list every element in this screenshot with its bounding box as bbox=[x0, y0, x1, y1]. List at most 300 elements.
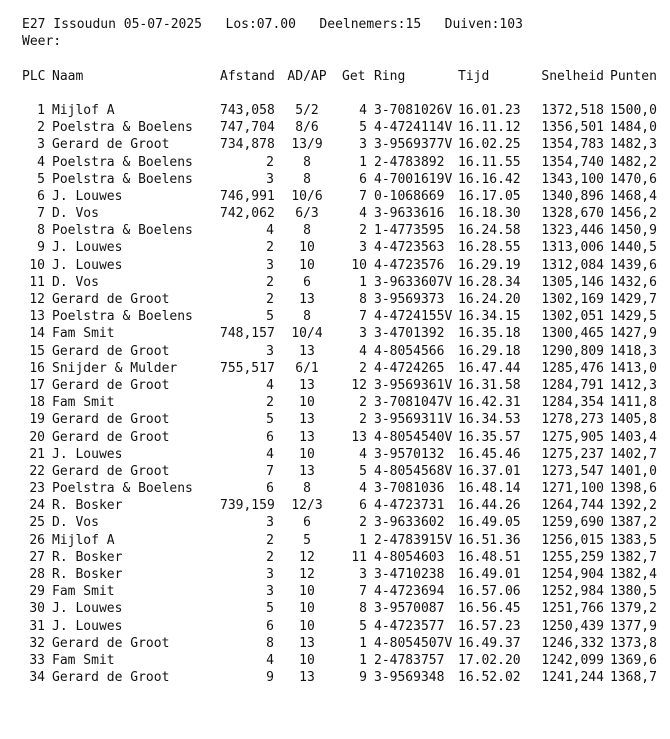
cell-get: 2 bbox=[359, 395, 367, 411]
cell-punten: 1383,5 bbox=[610, 532, 657, 548]
cell-adap: 13 bbox=[299, 670, 315, 686]
cell-plc: 5 bbox=[37, 171, 45, 187]
cell-punten: 1500,0 bbox=[610, 102, 657, 118]
table-row bbox=[22, 652, 670, 669]
cell-naam: R. Bosker bbox=[52, 498, 123, 514]
cell-adap: 10 bbox=[299, 395, 315, 411]
cell-get: 11 bbox=[351, 549, 367, 565]
cell-afstand: 742,062 bbox=[220, 206, 275, 222]
cell-naam: Gerard de Groot bbox=[52, 463, 170, 479]
col-header-snelheid: Snelheid bbox=[541, 68, 604, 84]
cell-plc: 4 bbox=[37, 154, 45, 170]
cell-adap: 10/6 bbox=[291, 188, 323, 204]
cell-snelheid: 1300,465 bbox=[541, 326, 604, 342]
cell-naam: Poelstra & Boelens bbox=[52, 154, 193, 170]
cell-get: 2 bbox=[359, 412, 367, 428]
cell-plc: 26 bbox=[29, 532, 45, 548]
cell-punten: 1377,9 bbox=[610, 618, 657, 634]
cell-snelheid: 1250,439 bbox=[541, 618, 604, 634]
cell-tijd: 16.51.36 bbox=[458, 532, 521, 548]
cell-ring: 3-9570087 bbox=[374, 601, 445, 617]
cell-plc: 14 bbox=[29, 326, 45, 342]
table-row bbox=[22, 635, 670, 652]
cell-plc: 24 bbox=[29, 498, 45, 514]
cell-punten: 1405,8 bbox=[610, 412, 657, 428]
cell-adap: 10 bbox=[299, 240, 315, 256]
cell-punten: 1427,9 bbox=[610, 326, 657, 342]
cell-plc: 34 bbox=[29, 670, 45, 686]
cell-snelheid: 1285,476 bbox=[541, 360, 604, 376]
table-row bbox=[22, 119, 670, 136]
cell-punten: 1470,6 bbox=[610, 171, 657, 187]
cell-naam: R. Bosker bbox=[52, 567, 123, 582]
cell-ring: 2-4783757 bbox=[374, 652, 445, 668]
cell-get: 12 bbox=[351, 377, 367, 393]
cell-naam: Gerard de Groot bbox=[52, 377, 170, 393]
col-header-ring: Ring bbox=[374, 68, 406, 84]
cell-ring: 3-4701392 bbox=[374, 326, 445, 342]
spacer bbox=[22, 50, 670, 67]
table-row bbox=[22, 102, 670, 119]
cell-afstand: 3 bbox=[266, 567, 274, 582]
cell-tijd: 16.45.46 bbox=[458, 446, 521, 462]
cell-afstand: 3 bbox=[266, 257, 274, 273]
cell-tijd: 16.24.20 bbox=[458, 292, 521, 307]
cell-afstand: 739,159 bbox=[220, 498, 275, 514]
cell-afstand: 2 bbox=[266, 292, 274, 307]
cell-punten: 1392,2 bbox=[610, 498, 657, 514]
cell-ring: 4-4724265 bbox=[374, 360, 445, 376]
cell-punten: 1482,2 bbox=[610, 154, 657, 170]
cell-snelheid: 1354,740 bbox=[541, 154, 604, 170]
cell-naam: Fam Smit bbox=[52, 395, 115, 411]
cell-naam: Fam Smit bbox=[52, 326, 115, 342]
table-row bbox=[22, 514, 670, 531]
cell-ring: 3-9633616 bbox=[374, 206, 445, 222]
cell-afstand: 2 bbox=[266, 395, 274, 411]
cell-tijd: 16.57.06 bbox=[458, 584, 521, 600]
cell-naam: D. Vos bbox=[52, 515, 99, 531]
cell-punten: 1411,8 bbox=[610, 395, 657, 411]
cell-punten: 1450,9 bbox=[610, 223, 657, 239]
cell-snelheid: 1254,904 bbox=[541, 567, 604, 582]
cell-ring: 3-9633602 bbox=[374, 515, 445, 531]
cell-ring: 3-9569373 bbox=[374, 292, 445, 307]
cell-naam: Gerard de Groot bbox=[52, 635, 170, 651]
cell-adap: 6 bbox=[303, 515, 311, 531]
cell-get: 9 bbox=[359, 670, 367, 686]
cell-naam: Gerard de Groot bbox=[52, 292, 170, 307]
cell-ring: 4-4724155V bbox=[374, 309, 453, 325]
cell-punten: 1379,2 bbox=[610, 601, 657, 617]
cell-naam: Gerard de Groot bbox=[52, 343, 170, 359]
cell-afstand: 4 bbox=[266, 446, 274, 462]
spacer bbox=[22, 85, 670, 102]
cell-snelheid: 1312,084 bbox=[541, 257, 604, 273]
cell-afstand: 2 bbox=[266, 240, 274, 256]
table-row bbox=[22, 618, 670, 635]
cell-adap: 12/3 bbox=[291, 498, 323, 514]
cell-plc: 16 bbox=[29, 360, 45, 376]
cell-ring: 4-4723576 bbox=[374, 257, 445, 273]
cell-snelheid: 1340,896 bbox=[541, 188, 604, 204]
cell-get: 1 bbox=[359, 652, 367, 668]
cell-snelheid: 1256,015 bbox=[541, 532, 604, 548]
cell-tijd: 16.44.26 bbox=[458, 498, 521, 514]
cell-ring: 4-8054603 bbox=[374, 549, 445, 565]
cell-punten: 1380,5 bbox=[610, 584, 657, 600]
table-row bbox=[22, 583, 670, 600]
cell-afstand: 5 bbox=[266, 412, 274, 428]
cell-plc: 12 bbox=[29, 292, 45, 307]
table-row bbox=[22, 136, 670, 153]
cell-ring: 3-9570132 bbox=[374, 446, 445, 462]
table-row bbox=[22, 446, 670, 463]
cell-plc: 13 bbox=[29, 309, 45, 325]
table-row bbox=[22, 360, 670, 377]
cell-snelheid: 1278,273 bbox=[541, 412, 604, 428]
table-row bbox=[22, 463, 670, 480]
cell-adap: 13 bbox=[299, 635, 315, 651]
table-row bbox=[22, 497, 670, 514]
cell-plc: 9 bbox=[37, 240, 45, 256]
cell-plc: 25 bbox=[29, 515, 45, 531]
cell-tijd: 16.56.45 bbox=[458, 601, 521, 617]
cell-tijd: 16.52.02 bbox=[458, 670, 521, 686]
cell-adap: 13 bbox=[299, 429, 315, 445]
cell-adap: 8 bbox=[303, 223, 311, 239]
cell-punten: 1429,7 bbox=[610, 292, 657, 307]
cell-afstand: 5 bbox=[266, 601, 274, 617]
cell-tijd: 16.18.30 bbox=[458, 206, 521, 222]
cell-adap: 13 bbox=[299, 377, 315, 393]
cell-get: 8 bbox=[359, 601, 367, 617]
cell-naam: Snijder & Mulder bbox=[52, 360, 178, 376]
cell-punten: 1440,5 bbox=[610, 240, 657, 256]
race-title-text: E27 Issoudun 05-07-2025 Los:07.00 Deelnemers:15 Duiven:103 bbox=[22, 17, 523, 32]
cell-afstand: 2 bbox=[266, 532, 274, 548]
table-row bbox=[22, 188, 670, 205]
table-row bbox=[22, 222, 670, 239]
cell-get: 2 bbox=[359, 223, 367, 239]
table-row bbox=[22, 429, 670, 446]
cell-punten: 1401,0 bbox=[610, 463, 657, 479]
cell-plc: 19 bbox=[29, 412, 45, 428]
cell-adap: 13 bbox=[299, 292, 315, 307]
cell-tijd: 16.17.05 bbox=[458, 188, 521, 204]
cell-tijd: 16.57.23 bbox=[458, 618, 521, 634]
cell-ring: 3-9569348 bbox=[374, 670, 445, 686]
race-result-document bbox=[22, 16, 670, 686]
cell-plc: 1 bbox=[37, 102, 45, 118]
cell-snelheid: 1264,744 bbox=[541, 498, 604, 514]
cell-adap: 10 bbox=[299, 257, 315, 273]
cell-adap: 10 bbox=[299, 618, 315, 634]
weather-line bbox=[22, 33, 670, 50]
table-row bbox=[22, 171, 670, 188]
cell-get: 3 bbox=[359, 567, 367, 582]
cell-snelheid: 1241,244 bbox=[541, 670, 604, 686]
cell-punten: 1369,6 bbox=[610, 652, 657, 668]
table-row bbox=[22, 394, 670, 411]
cell-get: 5 bbox=[359, 120, 367, 136]
cell-naam: J. Louwes bbox=[52, 446, 123, 462]
table-row bbox=[22, 274, 670, 291]
cell-plc: 33 bbox=[29, 652, 45, 668]
cell-adap: 10 bbox=[299, 652, 315, 668]
cell-tijd: 16.28.34 bbox=[458, 274, 521, 290]
cell-plc: 22 bbox=[29, 463, 45, 479]
cell-plc: 15 bbox=[29, 343, 45, 359]
cell-punten: 1412,3 bbox=[610, 377, 657, 393]
cell-tijd: 16.11.12 bbox=[458, 120, 521, 136]
cell-ring: 3-7081036 bbox=[374, 481, 445, 497]
cell-get: 3 bbox=[359, 240, 367, 256]
cell-punten: 1429,5 bbox=[610, 309, 657, 325]
cell-ring: 3-9569361V bbox=[374, 377, 453, 393]
col-header-punten: Punten bbox=[610, 68, 657, 84]
table-row bbox=[22, 239, 670, 256]
cell-ring: 4-4724114V bbox=[374, 120, 453, 136]
cell-adap: 12 bbox=[299, 567, 315, 582]
cell-get: 1 bbox=[359, 635, 367, 651]
cell-afstand: 8 bbox=[266, 635, 274, 651]
cell-snelheid: 1251,766 bbox=[541, 601, 604, 617]
cell-tijd: 16.42.31 bbox=[458, 395, 521, 411]
cell-tijd: 16.49.01 bbox=[458, 567, 521, 582]
cell-plc: 8 bbox=[37, 223, 45, 239]
cell-snelheid: 1356,501 bbox=[541, 120, 604, 136]
cell-tijd: 16.01.23 bbox=[458, 102, 521, 118]
cell-get: 1 bbox=[359, 274, 367, 290]
cell-adap: 8 bbox=[303, 481, 311, 497]
cell-snelheid: 1271,100 bbox=[541, 481, 604, 497]
cell-afstand: 743,058 bbox=[220, 102, 275, 118]
cell-snelheid: 1328,670 bbox=[541, 206, 604, 222]
cell-get: 4 bbox=[359, 343, 367, 359]
cell-tijd: 16.34.53 bbox=[458, 412, 521, 428]
cell-plc: 20 bbox=[29, 429, 45, 445]
cell-afstand: 4 bbox=[266, 223, 274, 239]
cell-afstand: 3 bbox=[266, 584, 274, 600]
cell-adap: 13/9 bbox=[291, 137, 323, 153]
cell-ring: 4-8054566 bbox=[374, 343, 445, 359]
cell-naam: Mijlof A bbox=[52, 102, 115, 118]
cell-adap: 12 bbox=[299, 549, 315, 565]
cell-tijd: 16.31.58 bbox=[458, 377, 521, 393]
cell-plc: 11 bbox=[29, 274, 45, 290]
cell-snelheid: 1275,237 bbox=[541, 446, 604, 462]
cell-adap: 8/6 bbox=[295, 120, 319, 136]
cell-ring: 3-9569377V bbox=[374, 137, 453, 153]
cell-naam: D. Vos bbox=[52, 206, 99, 222]
cell-snelheid: 1273,547 bbox=[541, 463, 604, 479]
cell-plc: 6 bbox=[37, 188, 45, 204]
cell-adap: 5 bbox=[303, 532, 311, 548]
cell-plc: 18 bbox=[29, 395, 45, 411]
cell-get: 7 bbox=[359, 309, 367, 325]
col-header-tijd: Tijd bbox=[458, 68, 490, 84]
col-header-plc: PLC bbox=[22, 68, 46, 84]
table-row bbox=[22, 377, 670, 394]
cell-ring: 4-4723694 bbox=[374, 584, 445, 600]
cell-adap: 10 bbox=[299, 601, 315, 617]
cell-tijd: 16.48.51 bbox=[458, 549, 521, 565]
cell-plc: 21 bbox=[29, 446, 45, 462]
cell-naam: Gerard de Groot bbox=[52, 429, 170, 445]
cell-afstand: 4 bbox=[266, 652, 274, 668]
cell-afstand: 6 bbox=[266, 429, 274, 445]
cell-punten: 1468,4 bbox=[610, 188, 657, 204]
cell-ring: 3-4710238 bbox=[374, 567, 445, 582]
cell-punten: 1482,3 bbox=[610, 137, 657, 153]
column-header-row bbox=[22, 68, 670, 85]
cell-adap: 13 bbox=[299, 463, 315, 479]
col-header-naam: Naam bbox=[52, 68, 84, 84]
cell-punten: 1432,6 bbox=[610, 274, 657, 290]
cell-afstand: 9 bbox=[266, 670, 274, 686]
cell-get: 1 bbox=[359, 154, 367, 170]
table-row bbox=[22, 549, 670, 566]
cell-adap: 5/2 bbox=[295, 102, 319, 118]
cell-adap: 8 bbox=[303, 154, 311, 170]
table-row bbox=[22, 291, 670, 308]
col-header-get: Get bbox=[342, 68, 366, 84]
cell-adap: 6 bbox=[303, 274, 311, 290]
cell-naam: Gerard de Groot bbox=[52, 670, 170, 686]
table-row bbox=[22, 411, 670, 428]
cell-get: 4 bbox=[359, 206, 367, 222]
cell-punten: 1456,2 bbox=[610, 206, 657, 222]
weather-text: Weer: bbox=[22, 34, 62, 50]
cell-plc: 7 bbox=[37, 206, 45, 222]
col-header-adap: AD/AP bbox=[287, 68, 327, 84]
cell-tijd: 16.29.18 bbox=[458, 343, 521, 359]
cell-tijd: 16.28.55 bbox=[458, 240, 521, 256]
cell-snelheid: 1354,783 bbox=[541, 137, 604, 153]
cell-tijd: 16.35.18 bbox=[458, 326, 521, 342]
cell-ring: 2-4783892 bbox=[374, 154, 445, 170]
cell-snelheid: 1290,809 bbox=[541, 343, 604, 359]
cell-adap: 10 bbox=[299, 584, 315, 600]
cell-snelheid: 1323,446 bbox=[541, 223, 604, 239]
cell-ring: 4-8054568V bbox=[374, 463, 453, 479]
cell-naam: J. Louwes bbox=[52, 618, 123, 634]
cell-adap: 10 bbox=[299, 446, 315, 462]
cell-tijd: 17.02.20 bbox=[458, 652, 521, 668]
cell-ring: 2-4783915V bbox=[374, 532, 453, 548]
cell-afstand: 6 bbox=[266, 618, 274, 634]
cell-afstand: 5 bbox=[266, 309, 274, 325]
cell-tijd: 16.29.19 bbox=[458, 257, 521, 273]
cell-afstand: 7 bbox=[266, 463, 274, 479]
cell-ring: 0-1068669 bbox=[374, 188, 445, 204]
cell-tijd: 16.16.42 bbox=[458, 171, 521, 187]
cell-naam: Fam Smit bbox=[52, 652, 115, 668]
cell-naam: Poelstra & Boelens bbox=[52, 171, 193, 187]
cell-get: 13 bbox=[351, 429, 367, 445]
cell-naam: Poelstra & Boelens bbox=[52, 120, 193, 136]
cell-plc: 31 bbox=[29, 618, 45, 634]
cell-plc: 28 bbox=[29, 567, 45, 582]
cell-naam: R. Bosker bbox=[52, 549, 123, 565]
cell-get: 8 bbox=[359, 292, 367, 307]
table-row bbox=[22, 532, 670, 549]
cell-plc: 23 bbox=[29, 481, 45, 497]
cell-snelheid: 1252,984 bbox=[541, 584, 604, 600]
cell-naam: Fam Smit bbox=[52, 584, 115, 600]
col-header-afstand: Afstand bbox=[220, 68, 275, 84]
cell-snelheid: 1302,169 bbox=[541, 292, 604, 307]
cell-afstand: 2 bbox=[266, 549, 274, 565]
cell-get: 3 bbox=[359, 326, 367, 342]
cell-adap: 13 bbox=[299, 412, 315, 428]
cell-get: 5 bbox=[359, 618, 367, 634]
cell-tijd: 16.34.15 bbox=[458, 309, 521, 325]
cell-punten: 1398,6 bbox=[610, 481, 657, 497]
cell-afstand: 755,517 bbox=[220, 360, 275, 376]
cell-tijd: 16.35.57 bbox=[458, 429, 521, 445]
table-row bbox=[22, 205, 670, 222]
cell-snelheid: 1313,006 bbox=[541, 240, 604, 256]
cell-naam: J. Louwes bbox=[52, 257, 123, 273]
cell-ring: 3-9633607V bbox=[374, 274, 453, 290]
cell-plc: 32 bbox=[29, 635, 45, 651]
cell-punten: 1413,0 bbox=[610, 360, 657, 376]
cell-snelheid: 1275,905 bbox=[541, 429, 604, 445]
cell-ring: 4-8054507V bbox=[374, 635, 453, 651]
cell-get: 2 bbox=[359, 360, 367, 376]
cell-ring: 1-4773595 bbox=[374, 223, 445, 239]
cell-punten: 1402,7 bbox=[610, 446, 657, 462]
cell-snelheid: 1284,791 bbox=[541, 377, 604, 393]
cell-naam: Gerard de Groot bbox=[52, 412, 170, 428]
cell-adap: 6/3 bbox=[295, 206, 319, 222]
cell-get: 10 bbox=[351, 257, 367, 273]
table-row bbox=[22, 257, 670, 274]
cell-afstand: 4 bbox=[266, 377, 274, 393]
cell-get: 7 bbox=[359, 584, 367, 600]
table-row bbox=[22, 325, 670, 342]
cell-punten: 1382,7 bbox=[610, 549, 657, 565]
cell-afstand: 6 bbox=[266, 481, 274, 497]
cell-naam: Poelstra & Boelens bbox=[52, 309, 193, 325]
cell-snelheid: 1343,100 bbox=[541, 171, 604, 187]
cell-ring: 4-4723563 bbox=[374, 240, 445, 256]
cell-punten: 1387,2 bbox=[610, 515, 657, 531]
cell-naam: J. Louwes bbox=[52, 601, 123, 617]
cell-tijd: 16.48.14 bbox=[458, 481, 521, 497]
cell-naam: J. Louwes bbox=[52, 188, 123, 204]
cell-ring: 4-4723731 bbox=[374, 498, 445, 514]
cell-ring: 3-9569311V bbox=[374, 412, 453, 428]
table-row bbox=[22, 154, 670, 171]
cell-naam: Mijlof A bbox=[52, 532, 115, 548]
result-rows bbox=[22, 102, 670, 686]
cell-get: 6 bbox=[359, 171, 367, 187]
cell-punten: 1382,4 bbox=[610, 567, 657, 582]
cell-adap: 8 bbox=[303, 309, 311, 325]
cell-snelheid: 1242,099 bbox=[541, 652, 604, 668]
cell-plc: 30 bbox=[29, 601, 45, 617]
cell-plc: 3 bbox=[37, 137, 45, 153]
table-row bbox=[22, 343, 670, 360]
cell-get: 2 bbox=[359, 515, 367, 531]
table-row bbox=[22, 600, 670, 617]
cell-snelheid: 1246,332 bbox=[541, 635, 604, 651]
cell-snelheid: 1305,146 bbox=[541, 274, 604, 290]
cell-ring: 4-7001619V bbox=[374, 171, 453, 187]
